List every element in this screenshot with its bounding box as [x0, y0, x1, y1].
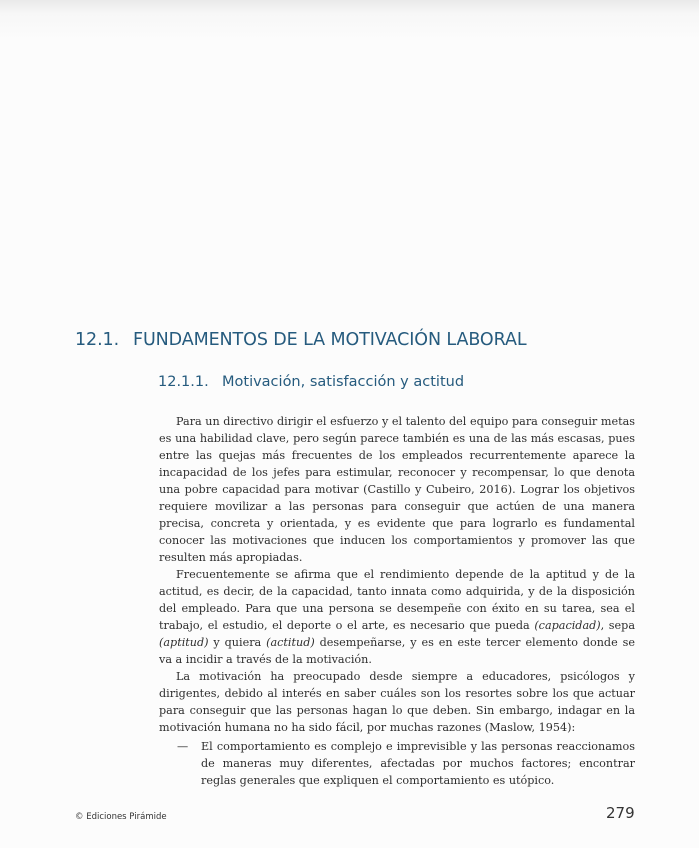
emphasis-capacidad: (capacidad): [534, 619, 601, 632]
list-item: [177, 738, 635, 789]
paragraph-1: Para un directivo dirigir el esfuerzo y el talento del equipo para conseguir metas es una habilidad clave, pero según parece también es una de las más escasas, pues entre las quejas más frecuentes de los empleados recurrentemente aparece la incapacidad de los jefes para estimular, reconocer y recompensar, lo que denota una pobre capacidad para motivar (Castillo y Cubeiro, 2016). Lograr los objetivos requiere movilizar a las personas para conseguir que actúen de una manera precisa, concreta y orientada, y es evidente que para lograrlo es fundamental conocer las motivaciones que inducen los comportamientos y promover las que resulten más apropiadas.: [159, 415, 635, 564]
list-dash: —: [177, 740, 189, 753]
paragraph-2-part-b: , sepa: [600, 619, 635, 632]
body-text: [159, 413, 635, 736]
page-number: 279: [606, 804, 635, 822]
list-item-text: El comportamiento es complejo e imprevisible y las personas reaccionamos de maneras muy diferentes, afectadas por muchos factores; encontrar reglas generales que expliquen el comportamiento es utópico.: [201, 740, 635, 787]
section-title: FUNDAMENTOS DE LA MOTIVACIÓN LABORAL: [133, 330, 527, 350]
subsection-number: 12.1.1.: [158, 374, 209, 390]
publisher-footer: © Ediciones Pirámide: [75, 812, 167, 822]
subsection-heading: [158, 374, 658, 390]
emphasis-aptitud: (aptitud): [159, 636, 209, 649]
paragraph-2-part-c: y quiera: [208, 636, 267, 649]
section-heading: [75, 330, 675, 350]
emphasis-actitud: (actitud): [266, 636, 315, 649]
section-number: 12.1.: [75, 330, 120, 350]
paragraph-2: [159, 566, 635, 668]
paragraph-3: La motivación ha preocupado desde siempre a educadores, psicólogos y dirigentes, debido al interés en saber cuáles son los resortes sobre los que actuar para conseguir que las personas hagan lo que deben. Sin embargo, indagar en la motivación humana no ha sido fácil, por muchas razones (Maslow, 1954):: [159, 670, 635, 734]
paragraph-2-part-d: desempeñarse, y es en este tercer elemento donde se va a incidir a través de la motivación.: [159, 636, 635, 666]
paragraph-2-part-a: Frecuentemente se afirma que el rendimiento depende de la aptitud y de la actitud, es decir, de la capacidad, tanto innata como adquirida, y de la disposición del empleado. Para que una persona se desempeñe con éxito en su tarea, sea el trabajo, el estudio, el deporte o el arte, es necesario que pueda: [159, 568, 635, 632]
subsection-title: Motivación, satisfacción y actitud: [222, 374, 465, 390]
